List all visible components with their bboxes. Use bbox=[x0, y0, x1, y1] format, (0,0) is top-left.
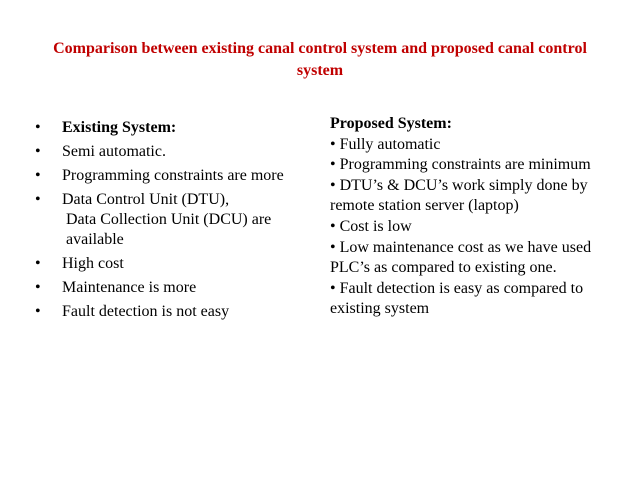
bullet-icon: • bbox=[35, 167, 41, 184]
list-item-text: Fault detection is not easy bbox=[62, 303, 230, 320]
bullet-icon: • bbox=[35, 303, 41, 320]
bullet-icon: • bbox=[35, 119, 41, 136]
list-item-text: Data Control Unit (DTU), bbox=[62, 191, 230, 208]
list-item-text: Programming constraints are more bbox=[62, 167, 284, 184]
existing-system-heading: Existing System: bbox=[62, 119, 177, 136]
list-item bbox=[35, 166, 320, 186]
slide-title: Comparison between existing canal control system and proposed canal control system bbox=[53, 40, 587, 79]
bullet-icon: • bbox=[35, 191, 41, 208]
list-item-text: Data Collection Unit (DCU) are available bbox=[66, 211, 272, 248]
proposed-system-heading: Proposed System: bbox=[330, 115, 452, 132]
list-item: • Cost is low bbox=[330, 217, 412, 235]
proposed-system-list bbox=[330, 114, 605, 320]
list-item bbox=[35, 142, 320, 162]
list-item: • Fault detection is easy as compared to existing system bbox=[330, 279, 584, 318]
list-item bbox=[35, 278, 320, 298]
list-item-text: Maintenance is more bbox=[62, 279, 197, 296]
list-item-text: High cost bbox=[62, 255, 124, 272]
list-item bbox=[35, 302, 320, 322]
bullet-icon: • bbox=[35, 143, 41, 160]
list-item: • Programming constraints are minimum bbox=[330, 156, 591, 174]
list-item: • Low maintenance cost as we have used PLC’s as compared to existing one. bbox=[330, 238, 592, 277]
list-item bbox=[35, 190, 320, 250]
existing-system-list bbox=[35, 118, 320, 326]
list-item bbox=[35, 254, 320, 274]
existing-system-heading-item bbox=[35, 118, 320, 138]
list-item-text: Semi automatic. bbox=[62, 143, 166, 160]
list-item: • DTU’s & DCU’s work simply done by remote station server (laptop) bbox=[330, 176, 588, 215]
list-item: • Fully automatic bbox=[330, 135, 441, 153]
bullet-icon: • bbox=[35, 255, 41, 272]
bullet-icon: • bbox=[35, 279, 41, 296]
